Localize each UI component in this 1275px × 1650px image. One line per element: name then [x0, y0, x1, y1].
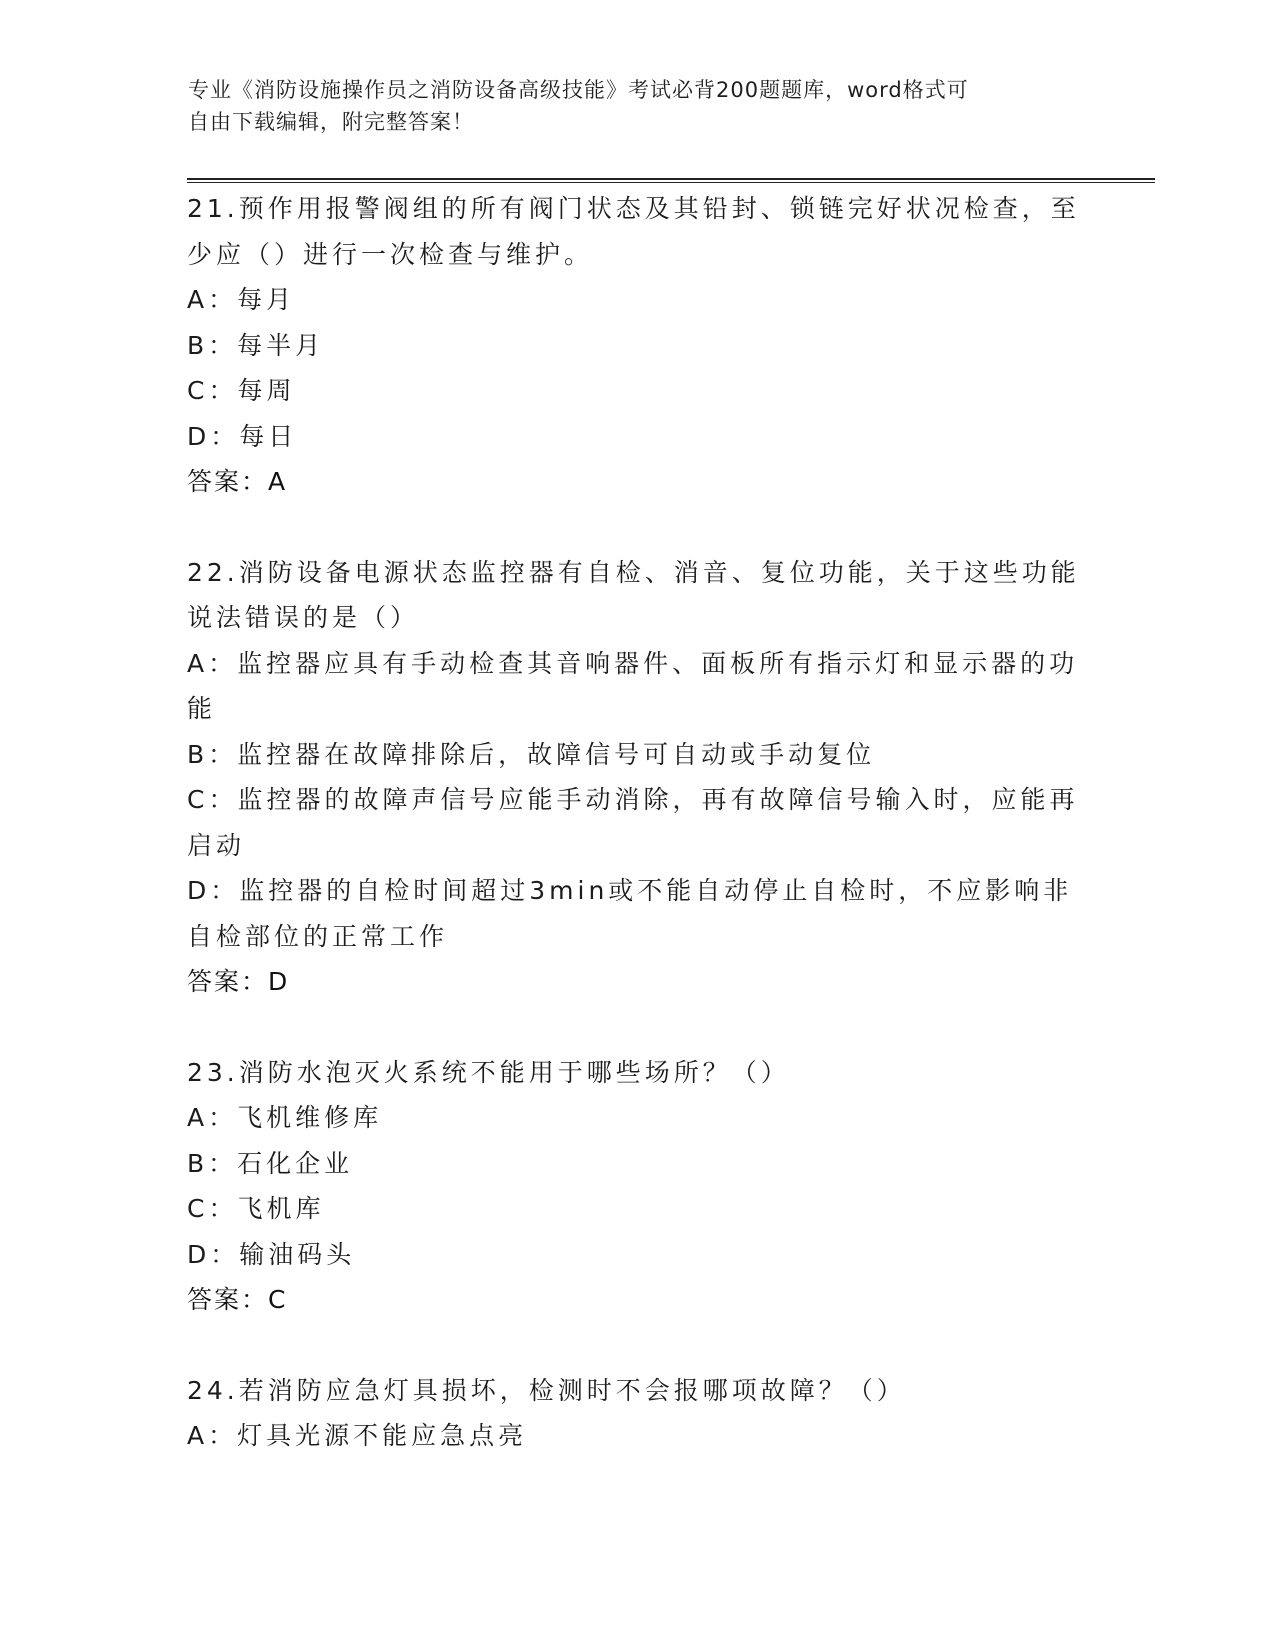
option-d: D：输油码头: [187, 1239, 356, 1269]
answer-line: [187, 459, 1087, 505]
question-stem-line: 22.消防设备电源状态监控器有自检、消音、复位功能，关于这些功能: [187, 557, 1080, 587]
option-c: C：飞机库: [187, 1194, 325, 1223]
question-24: [187, 1368, 1087, 1459]
header-divider: [187, 178, 1155, 183]
question-stem-line: 21.预作用报警阀组的所有阀门状态及其铅封、锁链完好状况检查，至: [187, 194, 1080, 223]
option-a: A：监控器应具有手动检查其音响器件、面板所有指示灯和显示器的功: [187, 648, 1079, 678]
question-stem-line: 24.若消防应急灯具损坏，检测时不会报哪项故障？（）: [187, 1375, 906, 1405]
question-list: [187, 186, 1087, 1459]
question-spacer: [187, 505, 1087, 550]
option-a: A：每月: [187, 285, 296, 314]
option-d-continued: 自检部位的正常工作: [187, 921, 449, 951]
question-spacer: [187, 1323, 1087, 1368]
header-line-2: 自由下载编辑，附完整答案！: [188, 110, 474, 134]
option-d: D：每日: [187, 421, 298, 451]
answer-label: 答案：: [187, 1285, 269, 1314]
option-a: A：飞机维修库: [187, 1103, 383, 1132]
question-stem-line: 少应（）进行一次检查与维护。: [187, 239, 594, 269]
answer-line: [187, 959, 1087, 1005]
question-23: [187, 1050, 1087, 1323]
option-c: C：每周: [187, 376, 296, 405]
question-22: [187, 550, 1087, 1005]
option-a: A：灯具光源不能应急点亮: [187, 1421, 528, 1450]
question-stem-line: 说法错误的是（）: [187, 603, 420, 632]
answer-value: D: [268, 967, 290, 996]
option-a-continued: 能: [187, 694, 217, 723]
question-spacer: [187, 1005, 1087, 1050]
answer-line: [187, 1277, 1087, 1323]
question-stem-line: 23.消防水泡灭火系统不能用于哪些场所？（）: [187, 1057, 790, 1087]
option-c-continued: 启动: [187, 830, 246, 860]
header-line-1: 专业《消防设施操作员之消防设备高级技能》考试必背200题题库，word格式可: [188, 78, 969, 102]
document-header: [188, 74, 1068, 138]
answer-label: 答案：: [187, 467, 269, 496]
option-b: B：每半月: [187, 330, 325, 360]
option-d: D：监控器的自检时间超过3min或不能自动停止自检时，不应影响非: [187, 876, 1073, 905]
option-b: B：石化企业: [187, 1148, 354, 1178]
answer-label: 答案：: [187, 967, 269, 996]
option-b: B：监控器在故障排除后，故障信号可自动或手动复位: [187, 739, 876, 769]
option-c: C：监控器的故障声信号应能手动消除，再有故障信号输入时，应能再: [187, 785, 1079, 814]
answer-value: A: [268, 467, 288, 496]
question-21: [187, 186, 1087, 505]
answer-value: C: [268, 1285, 288, 1314]
